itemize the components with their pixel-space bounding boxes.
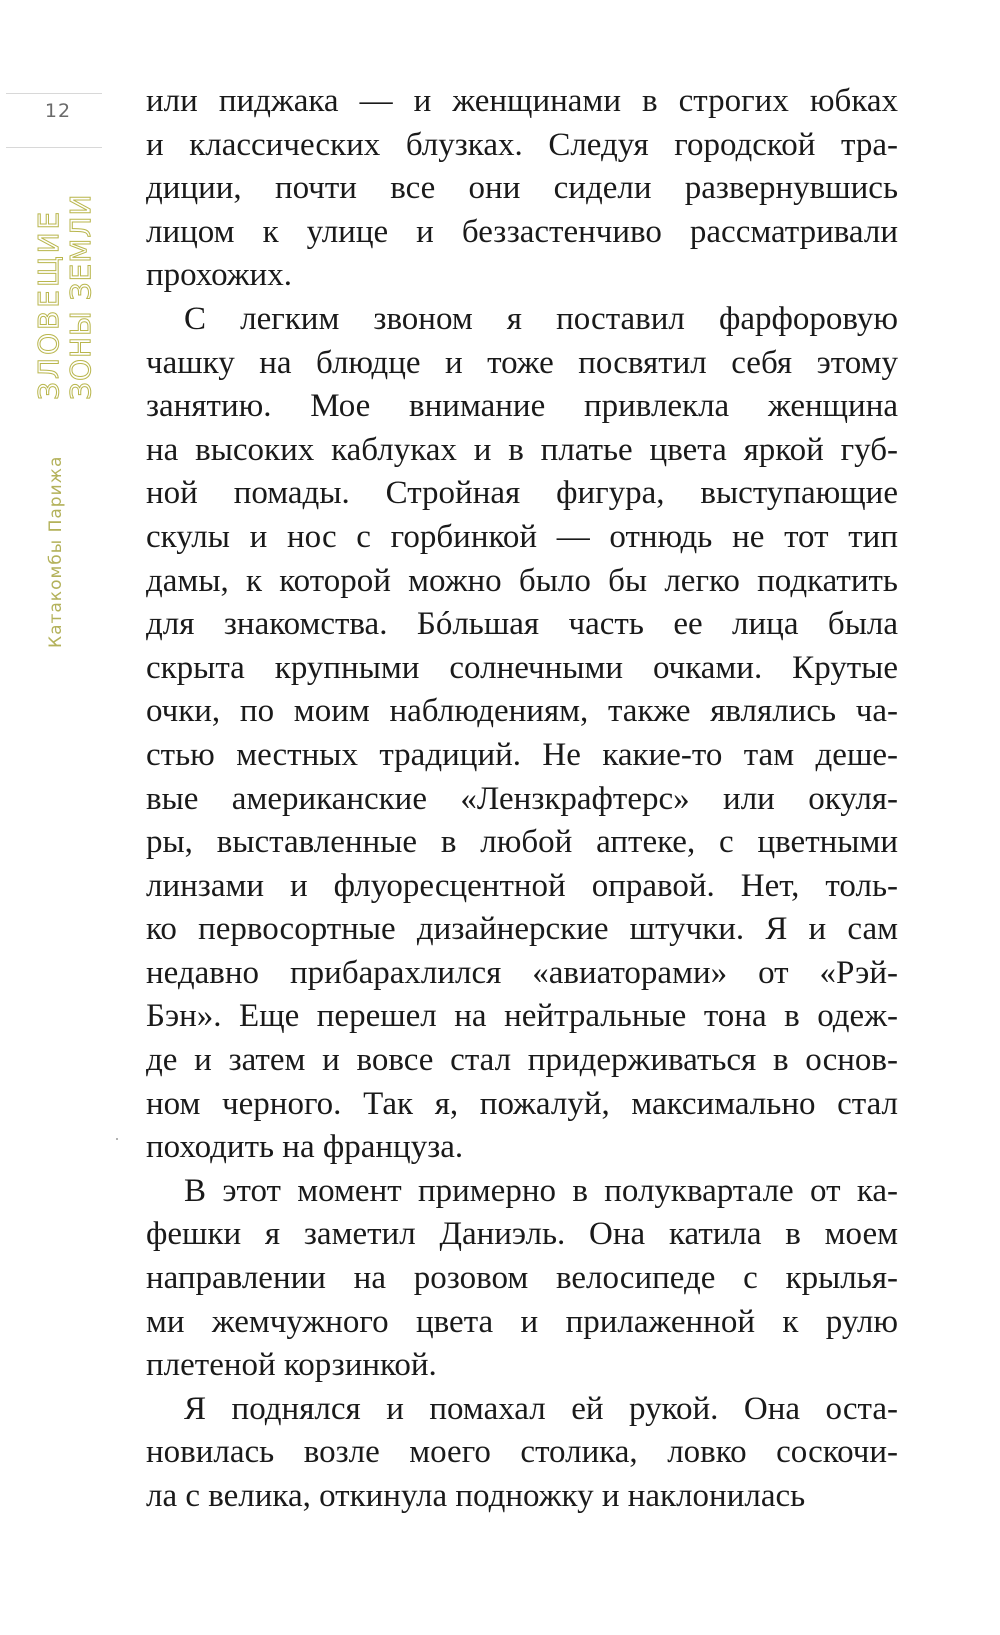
text-line: Бэн». Еще перешел на нейтральные тона в одеж- [146, 998, 898, 1035]
text-line: ми жемчужного цвета и прилаженной к рулю [146, 1303, 898, 1340]
series-title-line2: ЗОНЫ ЗЕМЛИ [64, 193, 97, 400]
paragraph [146, 80, 898, 298]
text-line: де и затем и вовсе стал придерживаться в основ- [146, 1042, 898, 1079]
text-line: ной помады. Стройная фигура, выступающие [146, 475, 898, 512]
text-line: ко первосортные дизайнерские штучки. Я и сам [146, 911, 898, 948]
text-line: ры, выставленные в любой аптеке, с цветными [146, 824, 898, 861]
series-title-line1: ЗЛОВЕЩИЕ [32, 208, 65, 400]
page-number: 12 [44, 100, 72, 122]
text-line: прохожих. [146, 257, 292, 294]
text-line: походить на француза. [146, 1129, 464, 1166]
text-line: новилась возле моего столика, ловко соскочи- [146, 1434, 898, 1471]
header-rule-top [6, 93, 102, 94]
text-line: скулы и нос с горбинкой — отнюдь не тот тип [146, 518, 898, 555]
text-line: занятию. Мое внимание привлекла женщина [146, 388, 898, 425]
header-rule-bottom [6, 147, 102, 148]
text-line: скрыта крупными солнечными очками. Крутые [146, 649, 898, 686]
text-line: или пиджака — и женщинами в строгих юбках [146, 83, 898, 119]
text-line: недавно прибарахлился «авиаторами» от «Рэй- [146, 954, 898, 991]
paragraph [146, 1170, 898, 1388]
text-line: фешки я заметил Даниэль. Она катила в моем [146, 1216, 898, 1253]
text-line: стью местных традиций. Не какие-то там деше- [146, 736, 898, 773]
text-line: очки, по моим наблюдениям, также являлись ча- [146, 693, 898, 730]
text-line: чашку на блюдце и тоже посвятил себя этому [146, 344, 898, 381]
text-line: Я поднялся и помахал ей рукой. Она оста- [184, 1390, 898, 1427]
text-line: В этот момент примерно в полуквартале от ка- [184, 1172, 898, 1209]
text-line: направлении на розовом велосипеде с крылья- [146, 1260, 898, 1297]
text-line: вые американские «Лензкрафтерс» или окуля- [146, 780, 898, 817]
text-line: плетеной корзинкой. [146, 1347, 437, 1384]
text-line: линзами и флуоресцентной оправой. Нет, толь- [146, 867, 898, 904]
paragraph [146, 298, 898, 1170]
text-line: дамы, к которой можно было бы легко подкатить [146, 562, 898, 599]
text-line: для знакомства. Бóльшая часть ее лица была [146, 606, 898, 643]
text-line: ном черного. Так я, пожалуй, максимально стал [146, 1085, 898, 1122]
text-line: и классических блузках. Следуя городской тра- [146, 126, 898, 163]
text-line: ла с велика, откинула подножку и наклонилась [146, 1478, 806, 1514]
text-line: С легким звоном я поставил фарфоровую [184, 300, 898, 337]
print-speck [116, 1138, 118, 1140]
text-line: на высоких каблуках и в платье цвета яркой губ- [146, 431, 898, 468]
text-line: диции, почти все они сидели развернувшись [146, 170, 898, 207]
paragraph [146, 1388, 898, 1519]
running-book-title: Катакомбы Парижа [46, 455, 66, 648]
text-line: лицом к улице и беззастенчиво рассматривали [146, 213, 898, 250]
body-text [146, 80, 898, 1519]
